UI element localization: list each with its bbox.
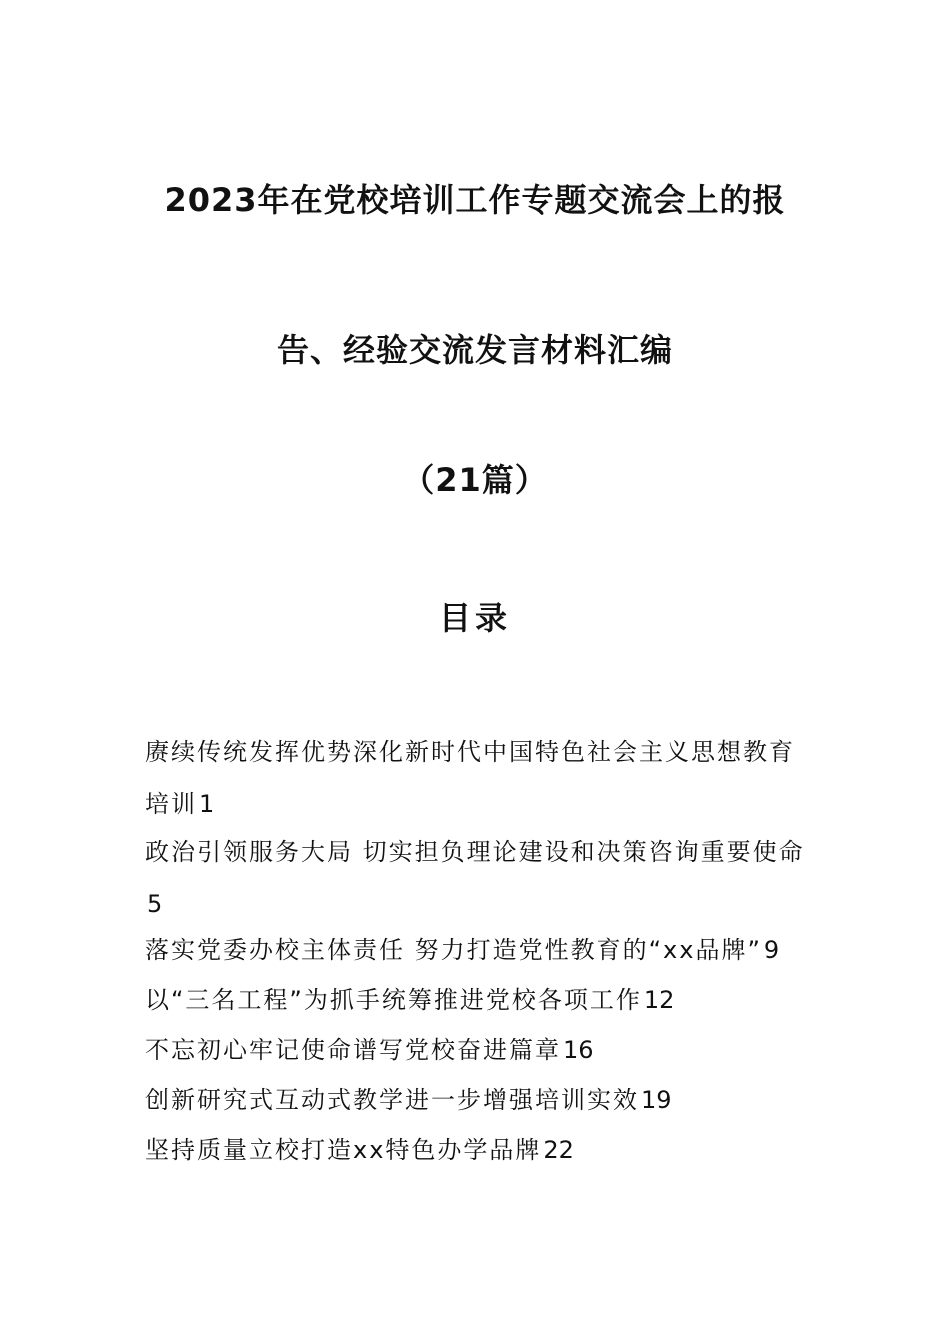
toc-entry-page: 5 (147, 890, 163, 918)
toc-entry-page: 1 (199, 790, 215, 818)
toc-entry-title: 落实党委办校主体责任 努力打造党性教育的“xx品牌” (145, 936, 762, 964)
toc-entry[interactable] (145, 974, 815, 1026)
document-subtitle: （21篇） (402, 461, 548, 499)
document-title-line-2: 告、经验交流发言材料汇编 (276, 331, 673, 369)
toc-entry[interactable] (145, 1074, 815, 1126)
toc-entry-page: 12 (643, 986, 675, 1014)
toc-entry[interactable] (145, 1124, 815, 1176)
toc-entry-title: 坚持质量立校打造xx特色办学品牌 (145, 1136, 542, 1164)
toc-entry[interactable] (145, 1024, 815, 1076)
toc-entry-page: 22 (543, 1136, 574, 1164)
toc-entry-title: 不忘初心牢记使命谱写党校奋进篇章 (145, 1036, 561, 1064)
toc-entry[interactable] (145, 924, 815, 976)
toc-entry-page: 16 (563, 1036, 594, 1064)
toc-entry-page: 19 (641, 1086, 672, 1114)
toc-entry[interactable] (145, 826, 815, 930)
toc-entry-title: 政治引领服务大局 切实担负理论建设和决策咨询重要使命 (145, 838, 805, 866)
toc-heading: 目录 (438, 599, 511, 637)
document-title-line-1: 2023年在党校培训工作专题交流会上的报 (164, 181, 786, 219)
toc-entry-title: 赓续传统发挥优势深化新时代中国特色社会主义思想教育培训 (145, 738, 795, 818)
toc-entry-title: 以“三名工程”为抓手统筹推进党校各项工作 (145, 986, 642, 1014)
toc-entry-title: 创新研究式互动式教学进一步增强培训实效 (145, 1086, 639, 1114)
toc-entry[interactable] (145, 726, 815, 830)
toc-entry-page: 9 (763, 936, 780, 964)
